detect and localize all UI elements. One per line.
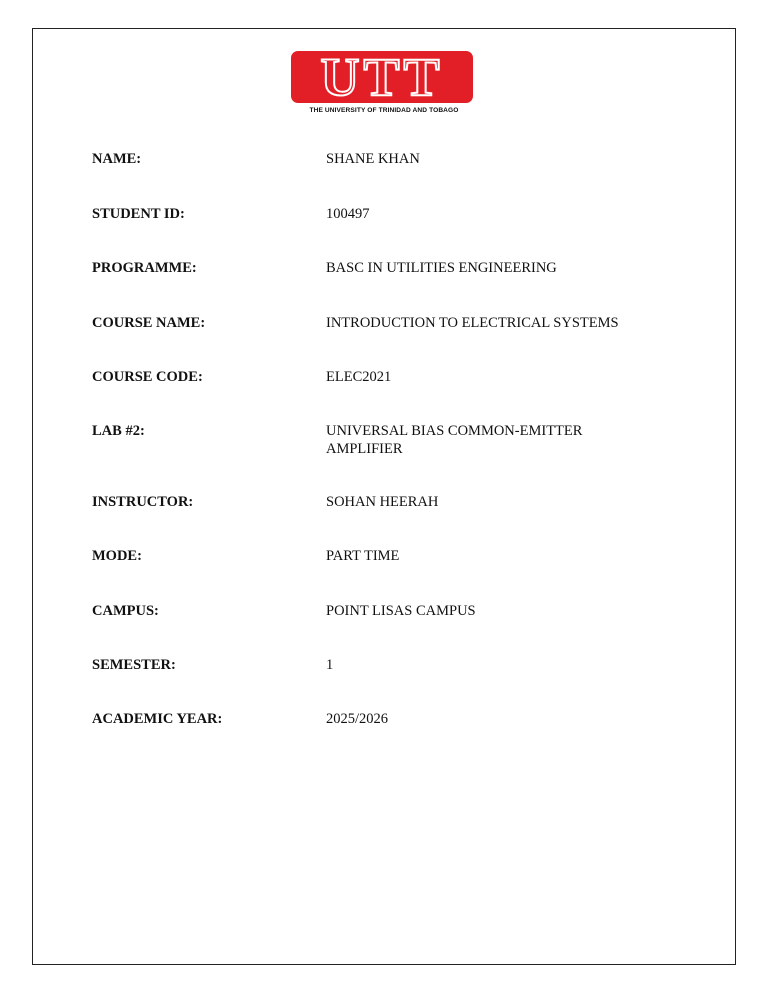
field-label: LAB #2: [92,423,145,439]
field-label: COURSE NAME: [92,315,206,331]
field-value: SOHAN HEERAH [326,494,439,510]
field-value: PART TIME [326,548,400,564]
field-label: INSTRUCTOR: [92,494,194,510]
logo-subtitle: THE UNIVERSITY OF TRINIDAD AND TOBAGO [309,107,459,114]
field-value: POINT LISAS CAMPUS [326,603,476,619]
field-label: COURSE CODE: [92,369,203,385]
logo-letters: UTT [320,47,444,107]
field-label: STUDENT ID: [92,206,185,222]
field-value: INTRODUCTION TO ELECTRICAL SYSTEMS [326,315,619,331]
field-value: ELEC2021 [326,369,392,385]
field-label: SEMESTER: [92,657,176,673]
utt-logo [291,47,477,116]
field-value: SHANE KHAN [326,151,420,167]
field-value: 100497 [326,206,370,222]
field-label: MODE: [92,548,142,564]
field-label: PROGRAMME: [92,260,197,276]
field-value: 2025/2026 [326,711,389,727]
field-value: UNIVERSAL BIAS COMMON-EMITTER AMPLIFIER [326,423,583,457]
field-value: BASC IN UTILITIES ENGINEERING [326,260,557,276]
field-label: NAME: [92,151,142,167]
field-value: 1 [326,657,334,673]
field-label: ACADEMIC YEAR: [92,711,223,727]
field-label: CAMPUS: [92,603,159,619]
